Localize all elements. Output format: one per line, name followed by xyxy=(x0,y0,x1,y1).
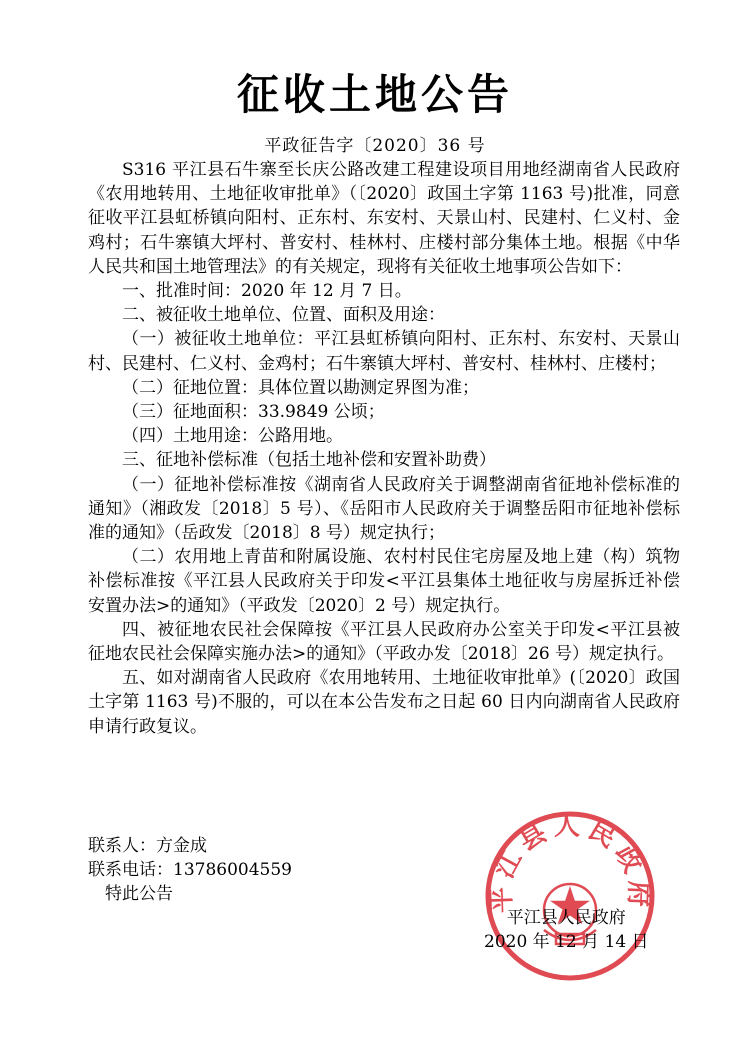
paragraph-land-location: （二）征地位置：具体位置以勘测定界图为准； xyxy=(122,377,479,398)
paragraph-land-use: （四）土地用途：公路用地。 xyxy=(122,426,343,447)
contact-phone: 联系电话：13786004559 xyxy=(88,860,292,880)
paragraph-land-info-heading: 二、被征收土地单位、位置、面积及用途： xyxy=(122,305,445,326)
signature-block xyxy=(484,906,649,954)
paragraph-crops-compensation: （二）农用地上青苗和附属设施、农村村民住宅房屋及地上建（构）筑物补偿标准按《平江县人民政府关于印发<平江县集体土地征收与房屋拆迁补偿安置办法>的通知》（平政发〔2020〕2 号）规定执行。 xyxy=(88,547,680,616)
document-number: 平政征告字〔2020〕36 号 xyxy=(264,136,486,156)
contact-block xyxy=(88,834,292,906)
closing-remark: 特此公告 xyxy=(105,884,173,904)
paragraph-compensation-standard: （一）征地补偿标准按《湖南省人民政府关于调整湖南省征地补偿标准的通知》（湘政发〔2018〕5 号）、《岳阳市人民政府关于调整岳阳市征地补偿标准的通知》（岳政发〔2018〕8 号）规定执行； xyxy=(88,474,680,544)
paragraph-land-area: （三）征地面积：33.9849 公顷； xyxy=(122,402,385,423)
paragraph-compensation-heading: 三、征地补偿标准（包括土地补偿和安置补助费） xyxy=(122,450,496,471)
announcement-body xyxy=(88,158,680,739)
paragraph-approval-time: 一、批准时间：2020 年 12 月 7 日。 xyxy=(122,281,412,302)
issuing-authority: 平江县人民政府 xyxy=(506,908,626,928)
issue-date: 2020 年 12 月 14 日 xyxy=(484,932,649,952)
paragraph-intro: S316 平江县石牛寨至长庆公路改建工程建设项目用地经湖南省人民政府《农用地转用、土地征收审批单》（〔2020〕政国土字第 1163 号)批准，同意征收平江县虹桥镇向阳村、正东村、东安村、天景山村、民建村、仁义村、金鸡村；石牛寨镇大坪村、普安村、桂林村、庄楼村部分集体土地。根据《中华人民共和国土地管理法》的有关规定，现将有关征收土地事项公告如下： xyxy=(88,160,680,277)
seal-text: 平江县人民政府 xyxy=(486,811,654,914)
contact-person: 联系人：方金成 xyxy=(88,836,207,856)
official-seal-stamp xyxy=(484,810,656,982)
paragraph-appeal: 五、如对湖南省人民政府《农用地转用、土地征收审批单》(〔2020〕政国土字第 1163 号)不服的，可以在本公告发布之日起 60 日内向湖南省人民政府申请行政复议。 xyxy=(88,668,680,737)
paragraph-social-security: 四、被征地农民社会保障按《平江县人民政府办公室关于印发<平江县被征地农民社会保障实施办法>的通知》（平政办发〔2018〕26 号）规定执行。 xyxy=(88,619,680,665)
paragraph-land-units: （一）被征收土地单位：平江县虹桥镇向阳村、正东村、东安村、天景山村、民建村、仁义村、金鸡村；石牛寨镇大坪村、普安村、桂林村、庄楼村； xyxy=(88,329,680,374)
page-title: 征收土地公告 xyxy=(236,70,513,119)
